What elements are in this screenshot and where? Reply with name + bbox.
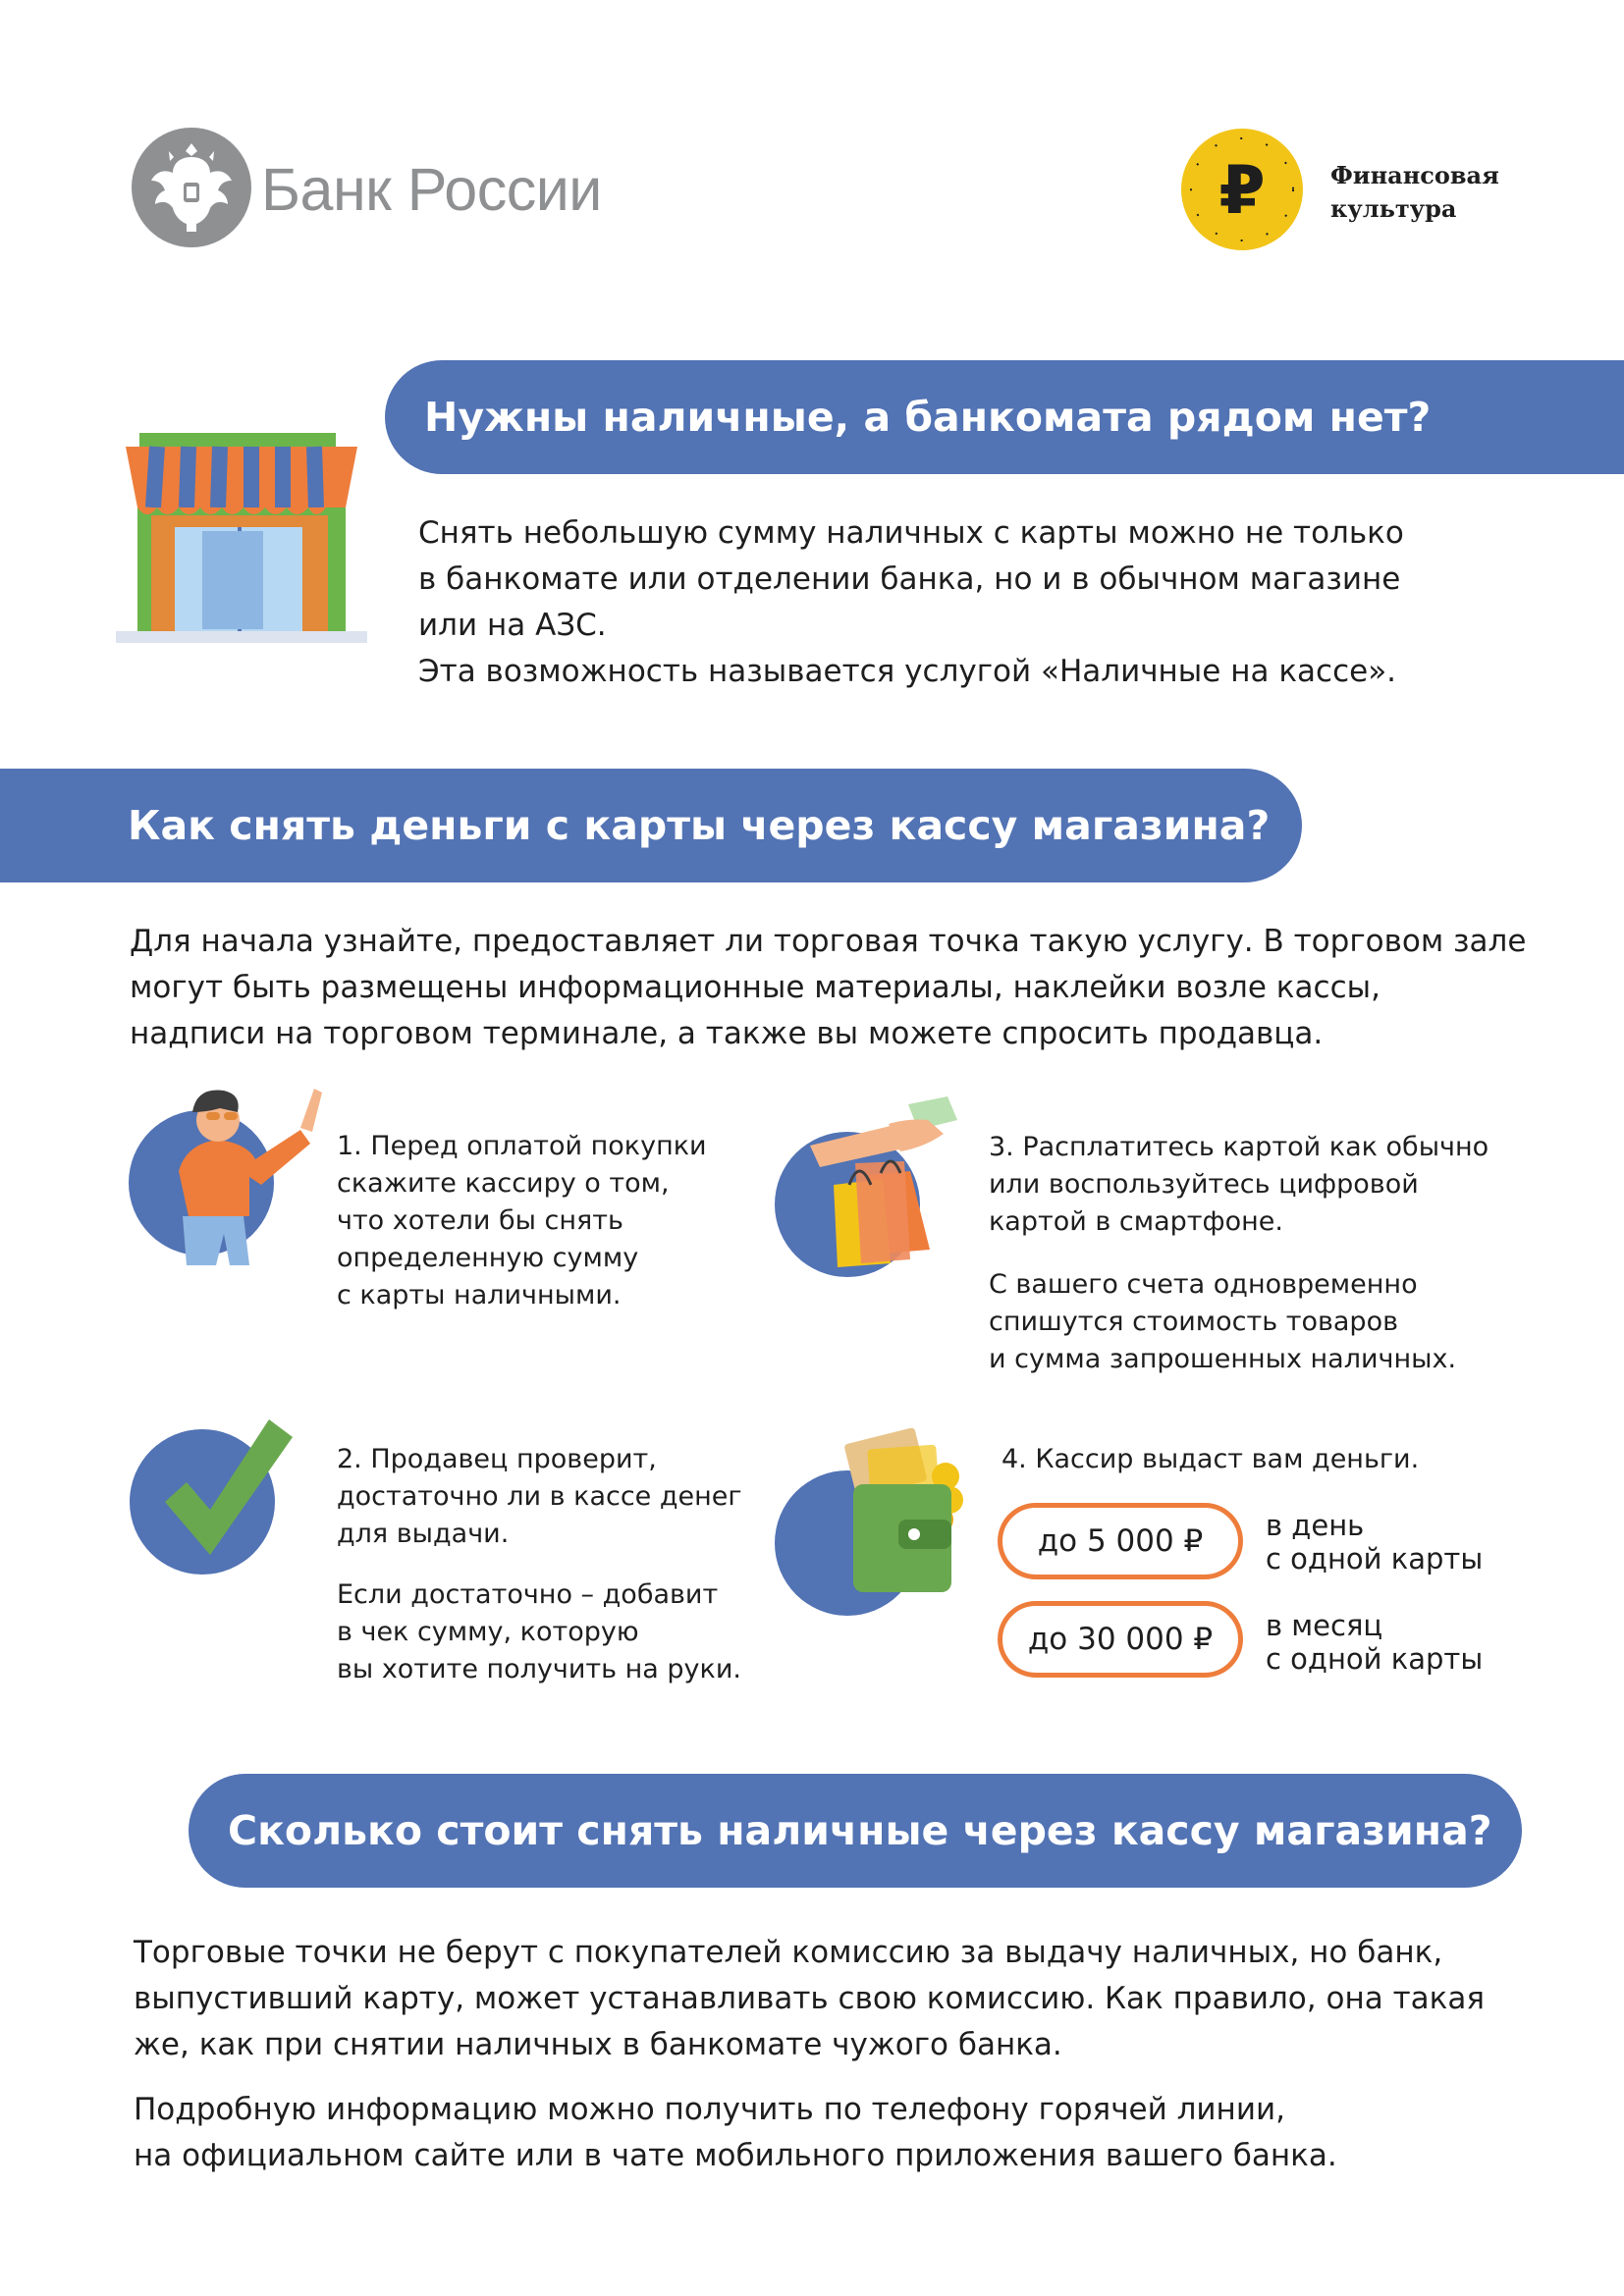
section3-title: Сколько стоит снять наличные через кассу магазина? (228, 1807, 1492, 1854)
person-pointing-icon (128, 1073, 330, 1267)
bank-of-russia-eagle-logo (130, 126, 253, 249)
text-line: с одной карты (1266, 1642, 1484, 1676)
limit-monthly-amount: до 30 000 ₽ (998, 1601, 1243, 1678)
section1-title-banner (385, 360, 1624, 474)
limit-daily-label (1266, 1509, 1483, 1575)
step-4 (1001, 1441, 1419, 1478)
step-2-note (337, 1576, 741, 1688)
bank-name: Банк России (261, 156, 602, 223)
text-line: Если достаточно – добавит (337, 1579, 719, 1610)
step-3 (989, 1129, 1489, 1241)
text-line: или воспользуйтесь цифровой (989, 1169, 1419, 1200)
text-line: Подробную информацию можно получить по телефону горячей линии, (134, 2092, 1285, 2127)
text-line: на официальном сайте или в чате мобильного приложения вашего банка. (134, 2138, 1337, 2173)
section2-intro (130, 919, 1526, 1057)
fin-culture-line: Финансовая (1330, 161, 1499, 189)
text-line: же, как при снятии наличных в банкомате чужого банка. (134, 2027, 1062, 2062)
shopping-bags-icon (771, 1095, 977, 1279)
section2-title: Как снять деньги с карты через кассу магазина? (128, 802, 1271, 849)
section2-title-banner (0, 769, 1302, 882)
text-line: определенную сумму (337, 1243, 639, 1273)
checkmark-icon (128, 1412, 295, 1578)
text-line: с карты наличными. (337, 1280, 622, 1310)
text-line: картой в смартфоне. (989, 1206, 1283, 1237)
text-line: могут быть размещены информационные материалы, наклейки возле кассы, (130, 970, 1380, 1005)
section1-body (418, 510, 1404, 695)
fin-culture-label (1330, 159, 1499, 226)
text-line: Эта возможность называется услугой «Наличные на кассе». (418, 654, 1397, 689)
fin-culture-line: культура (1330, 194, 1457, 223)
text-line: вы хотите получить на руки. (337, 1654, 741, 1684)
svg-text:₽: ₽ (1218, 152, 1266, 230)
step-1 (337, 1128, 707, 1314)
text-line: в день (1266, 1509, 1365, 1542)
store-icon (116, 429, 367, 643)
limit-monthly-label (1266, 1609, 1483, 1676)
step-3-note (989, 1266, 1456, 1378)
text-line: 3. Расплатитесь картой как обычно (989, 1132, 1489, 1162)
text-line: в банкомате или отделении банка, но и в обычном магазине (418, 561, 1401, 597)
text-line: что хотели бы снять (337, 1205, 623, 1236)
text-line: выпустивший карту, может устанавливать свою комиссию. Как правило, она такая (134, 1981, 1485, 2016)
text-line: или на АЗС. (418, 608, 607, 643)
text-line: 1. Перед оплатой покупки (337, 1131, 707, 1161)
text-line: С вашего счета одновременно (989, 1269, 1418, 1300)
text-line: Снять небольшую сумму наличных с карты можно не только (418, 515, 1404, 551)
limit-daily-amount: до 5 000 ₽ (998, 1503, 1243, 1579)
text-line: спишутся стоимость товаров (989, 1307, 1398, 1337)
text-line: в месяц (1266, 1609, 1383, 1642)
section3-paragraph-2 (134, 2087, 1337, 2179)
text-line: для выдачи. (337, 1519, 510, 1549)
text-line: в чек сумму, которую (337, 1617, 639, 1647)
text-line: 4. Кассир выдаст вам деньги. (1001, 1444, 1420, 1474)
text-line: достаточно ли в кассе денег (337, 1481, 742, 1512)
section3-title-banner (189, 1774, 1522, 1888)
text-line: скажите кассиру о том, (337, 1168, 670, 1199)
text-line: Для начала узнайте, предоставляет ли торговая точка такую услугу. В торговом зале (130, 924, 1527, 959)
text-line: с одной карты (1266, 1542, 1484, 1575)
text-line: надписи на торговом терминале, а также вы можете спросить продавца. (130, 1016, 1324, 1051)
text-line: и сумма запрошенных наличных. (989, 1344, 1457, 1374)
section1-title: Нужны наличные, а банкомата рядом нет? (424, 394, 1432, 441)
text-line: Торговые точки не берут с покупателей комиссию за выдачу наличных, но банк, (134, 1935, 1443, 1970)
section3-paragraph-1 (134, 1930, 1485, 2068)
wallet-icon (771, 1421, 977, 1618)
text-line: 2. Продавец проверит, (337, 1444, 657, 1474)
ruble-clock-icon (1179, 127, 1305, 252)
step-2 (337, 1441, 742, 1553)
